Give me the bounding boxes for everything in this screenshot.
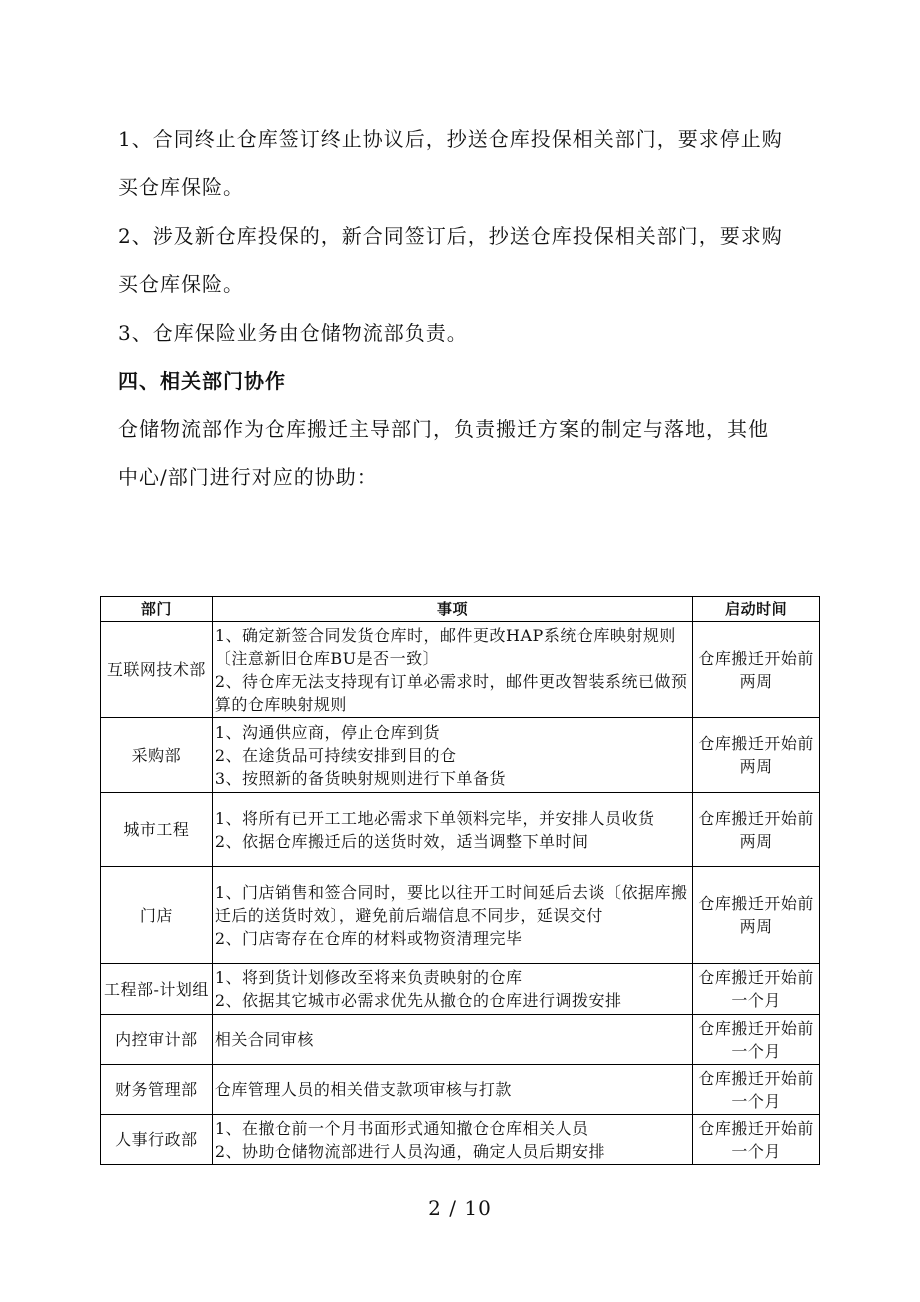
paragraph-2-line-1: 2、涉及新仓库投保的，新合同签订后，抄送仓库投保相关部门，要求购 [118, 224, 783, 248]
items-cell [212, 867, 692, 964]
table-body [101, 622, 820, 1165]
start-time-cell: 仓库搬迁开始前一个月 [693, 964, 820, 1015]
page-number: 2 / 10 [428, 1196, 492, 1220]
table-row [101, 1015, 820, 1065]
item-line: 1、沟通供应商，停止仓库到货 [214, 722, 441, 742]
table-row [101, 793, 820, 867]
item-line: 1、将到货计划修改至将来负责映射的仓库 [214, 968, 523, 987]
table-row [101, 1115, 820, 1165]
start-time-cell: 仓库搬迁开始前两周 [693, 622, 820, 718]
paragraph-2 [118, 212, 808, 308]
items-cell [212, 1065, 692, 1115]
department-cell: 互联网技术部 [101, 622, 213, 718]
item-line: 1、确定新签合同发货仓库时，邮件更改HAP系统仓库映射规则〔注意新旧仓库BU是否一致〕 [214, 625, 676, 668]
department-cell: 工程部-计划组 [101, 964, 213, 1015]
table-row [101, 718, 820, 793]
paragraph-2-line-2: 买仓库保险。 [118, 272, 244, 296]
header-start-time: 启动时间 [693, 597, 820, 622]
table-row [101, 867, 820, 964]
header-items: 事项 [212, 597, 692, 622]
item-line: 2、门店寄存在仓库的材料或物资清理完毕 [214, 928, 523, 948]
paragraph-1-line-1: 1、合同终止仓库签订终止协议后，抄送仓库投保相关部门，要求停止购 [118, 127, 783, 151]
items-cell [212, 1015, 692, 1065]
item-line: 2、协助仓储物流部进行人员沟通，确定人员后期安排 [214, 1141, 606, 1161]
table-header-row [101, 597, 820, 622]
section-intro-line-2: 中心/部门进行对应的协助： [118, 465, 378, 489]
items-cell [212, 622, 692, 718]
item-line: 1、在撤仓前一个月书面形式通知撤仓仓库相关人员 [214, 1118, 589, 1138]
paragraph-1 [118, 115, 808, 211]
department-cell: 人事行政部 [101, 1115, 213, 1165]
paragraph-3 [118, 309, 808, 357]
items-cell [212, 718, 692, 793]
department-cell: 内控审计部 [101, 1015, 213, 1065]
item-line: 2、待仓库无法支持现有订单必需求时，邮件更改智装系统已做预算的仓库映射规则 [214, 671, 688, 714]
start-time-cell: 仓库搬迁开始前两周 [693, 867, 820, 964]
item-line: 1、将所有已开工工地必需求下单领料完毕，并安排人员收货 [214, 808, 655, 828]
table-row [101, 1065, 820, 1115]
item-line: 2、依据仓库搬迁后的送货时效，适当调整下单时间 [214, 831, 589, 851]
item-line: 仓库管理人员的相关借支款项审核与打款 [214, 1080, 512, 1099]
department-cell: 门店 [101, 867, 213, 964]
table-row [101, 964, 820, 1015]
start-time-cell: 仓库搬迁开始前一个月 [693, 1115, 820, 1165]
table-row [101, 622, 820, 718]
start-time-cell: 仓库搬迁开始前一个月 [693, 1015, 820, 1065]
department-coordination-table [100, 596, 820, 1165]
department-cell: 采购部 [101, 718, 213, 793]
header-department: 部门 [101, 597, 213, 622]
section-intro [118, 405, 808, 501]
item-line: 2、在途货品可持续安排到目的仓 [214, 745, 457, 765]
department-cell: 城市工程 [101, 793, 213, 867]
start-time-cell: 仓库搬迁开始前两周 [693, 793, 820, 867]
item-line: 1、门店销售和签合同时，要比以往开工时间延后去谈〔依据库搬迁后的送货时效〕，避免前后端信息不同步，延误交付 [214, 882, 688, 925]
paragraph-3-line-1: 3、仓库保险业务由仓储物流部负责。 [118, 321, 468, 345]
section-intro-line-1: 仓储物流部作为仓库搬迁主导部门，负责搬迁方案的制定与落地，其他 [118, 417, 769, 441]
item-line: 3、按照新的备货映射规则进行下单备货 [214, 768, 507, 788]
department-cell: 财务管理部 [101, 1065, 213, 1115]
items-cell [212, 1115, 692, 1165]
section-heading: 四、相关部门协作 [118, 369, 286, 393]
items-cell [212, 964, 692, 1015]
start-time-cell: 仓库搬迁开始前两周 [693, 718, 820, 793]
item-line: 相关合同审核 [214, 1030, 314, 1049]
items-cell [212, 793, 692, 867]
start-time-cell: 仓库搬迁开始前一个月 [693, 1065, 820, 1115]
item-line: 2、依据其它城市必需求优先从撤仓的仓库进行调拨安排 [214, 991, 622, 1010]
paragraph-1-line-2: 买仓库保险。 [118, 175, 244, 199]
